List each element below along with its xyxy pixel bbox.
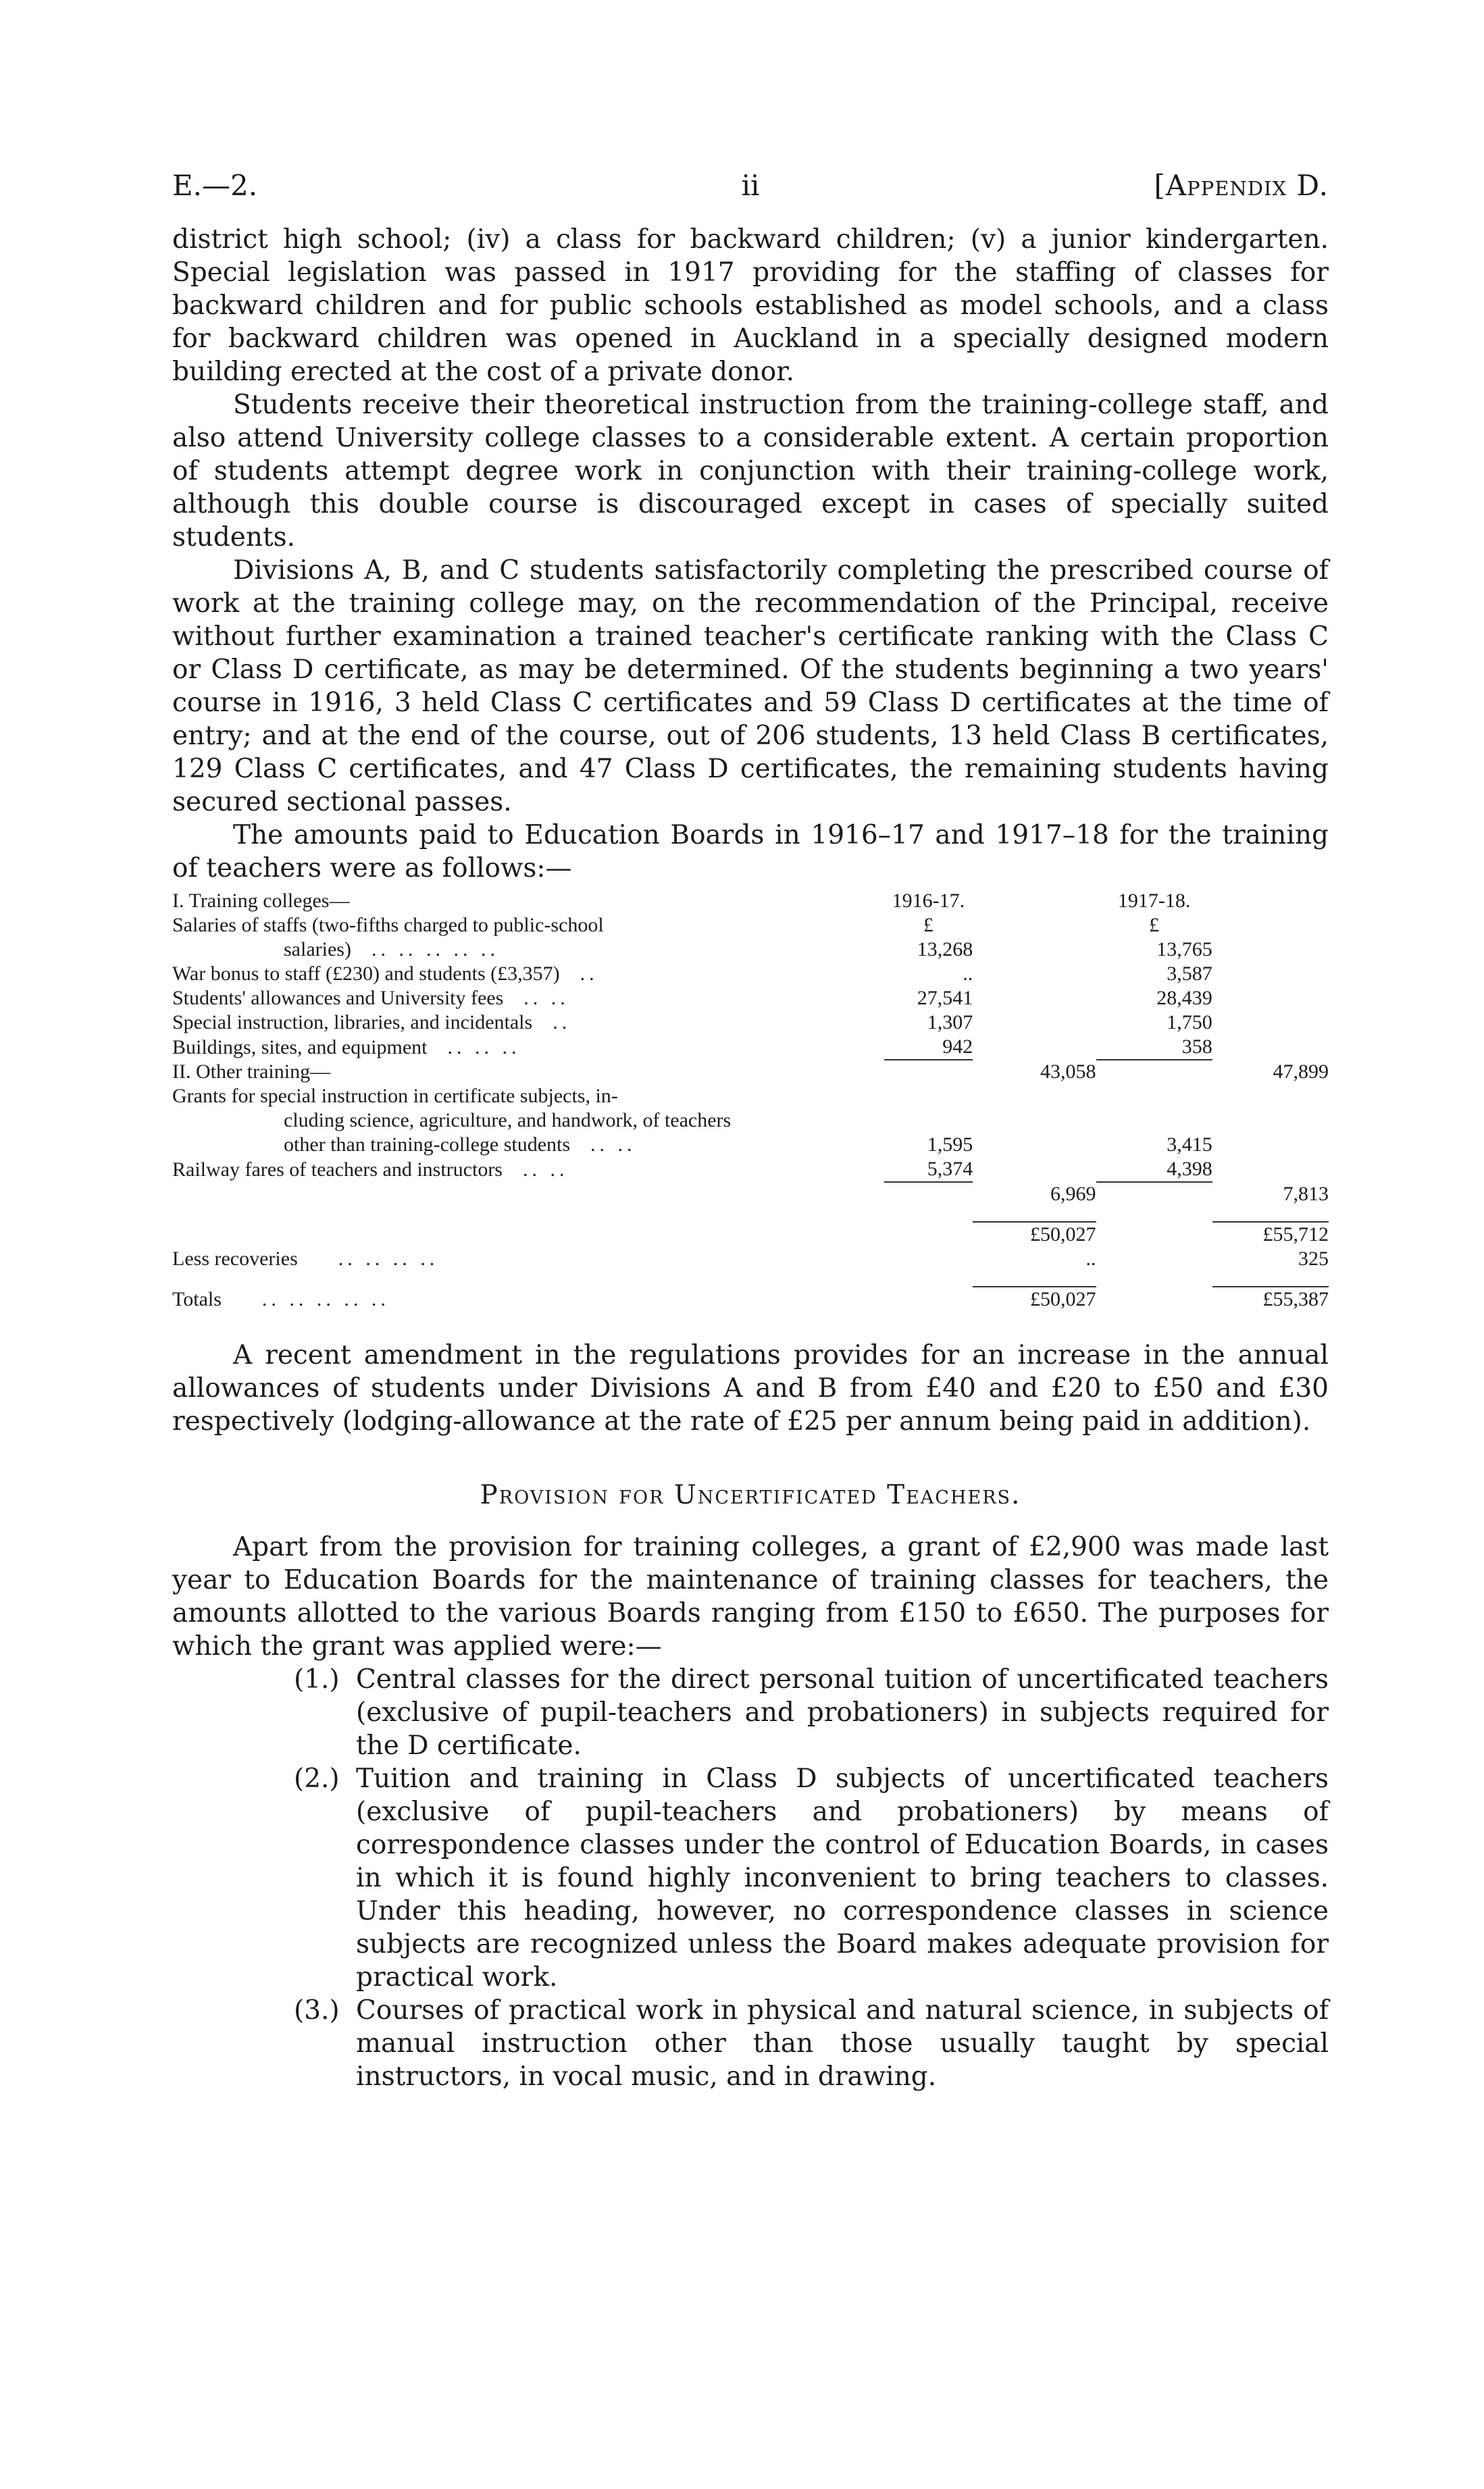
section-1-total-1917: 47,899	[1273, 1060, 1329, 1083]
special-instruction-1916: 1,307	[927, 1011, 973, 1033]
grants-label-line2: cluding science, agriculture, and handwork, of teachers	[284, 1109, 732, 1131]
war-bonus-1916: ..	[963, 963, 973, 985]
purposes-list	[172, 1663, 1329, 2093]
table-row	[172, 1247, 1329, 1271]
less-recoveries-1917: 325	[1298, 1248, 1329, 1270]
railway-fares-label: Railway fares of teachers and instructors .. ..	[172, 1158, 569, 1181]
railway-fares-1916: 5,374	[927, 1158, 973, 1180]
table-row	[172, 1108, 1329, 1133]
grants-label-line3: other than training-college students .. ..	[284, 1133, 636, 1156]
table-header-row	[172, 889, 1329, 913]
currency-1917: £	[1149, 914, 1160, 936]
grants-1916: 1,595	[927, 1133, 973, 1156]
table-row	[172, 1084, 1329, 1108]
section-2-total-1917: 7,813	[1283, 1183, 1329, 1205]
list-item: (3.) Courses of practical work in physical and natural science, in subjects of manual instruction other than those usually taught by special instructors, in vocal music, and in drawing.	[294, 1995, 1329, 2092]
table-row	[172, 1060, 1329, 1084]
grants-1917: 3,415	[1167, 1133, 1212, 1156]
railway-fares-1917: 4,398	[1167, 1158, 1212, 1180]
students-allowances-label: Students' allowances and University fees .. ..	[172, 987, 569, 1009]
table-row	[172, 1157, 1329, 1182]
table-row	[172, 1035, 1329, 1060]
paragraph-3: Divisions A, B, and C students satisfactorily completing the prescribed course of work at the training college may, on the recommendation of the Principal, receive without further examination a trained teacher's certificate ranking with the Class C or Class D certificate, as may be determined. Of the students beginning a two years' course in 1916, 3 held Class C certificates and 59 Class D certificates at the time of entry; and at the end of the course, out of 206 students, 13 held Class B certificates, 129 Class C certificates, and 47 Class D certificates, the remaining students having secured sectional passes.	[172, 555, 1329, 817]
grand-total-1916: £50,027	[973, 1222, 1096, 1247]
table-row	[172, 1287, 1329, 1312]
table-row	[172, 913, 1329, 938]
special-instruction-label: Special instruction, libraries, and incidentals ..	[172, 1011, 571, 1033]
students-allowances-1917: 28,439	[1156, 987, 1212, 1009]
currency-1916: £	[923, 914, 933, 936]
table-row	[172, 1182, 1329, 1206]
war-bonus-label: War bonus to staff (£230) and students (£3,357) ..	[172, 963, 598, 985]
report-code: E.—2.	[172, 169, 258, 202]
buildings-label: Buildings, sites, and equipment .. .. ..	[172, 1036, 521, 1058]
totals-1916: £50,027	[973, 1287, 1096, 1312]
grand-total-1917: £55,712	[1212, 1222, 1329, 1247]
table-row	[172, 962, 1329, 986]
list-item: (1.) Central classes for the direct personal tuition of uncertificated teachers (exclusive of pupil-teachers and probationers) in subjects required for the D certificate.	[294, 1664, 1329, 1761]
table-row	[172, 1133, 1329, 1157]
table-row	[172, 1010, 1329, 1035]
special-instruction-1917: 1,750	[1167, 1011, 1212, 1033]
salaries-1916: 13,268	[917, 938, 973, 960]
section-2-heading: II. Other training—	[172, 1060, 331, 1083]
paragraph-5: A recent amendment in the regulations provides for an increase in the annual allowances of students under Divisions A and B from £40 and £20 to £50 and £30 respectively (lodging-allowance at the rate of £25 per annum being paid in addition).	[172, 1340, 1329, 1437]
section-2-total-1916: 6,969	[1050, 1183, 1096, 1205]
page-header	[172, 169, 1329, 223]
body-text-final	[172, 1531, 1329, 1663]
table-row	[172, 986, 1329, 1010]
page-number: ii	[741, 169, 760, 202]
section-1-heading: I. Training colleges—	[172, 890, 350, 912]
students-allowances-1916: 27,541	[917, 987, 973, 1009]
section-title: Provision for Uncertificated Teachers.	[480, 1480, 1021, 1510]
paragraph-1: district high school; (iv) a class for backward children; (v) a junior kindergarten. Special legislation was passed in 1917 providing for the staffing of classes for backward children and for public schools established as model schools, and a class for backward children was opened in Auckland in a specially designed modern building erected at the cost of a private donor.	[172, 224, 1329, 387]
salaries-label-line1: Salaries of staffs (two-fifths charged to public-school	[172, 914, 604, 936]
buildings-1916: 942	[942, 1035, 973, 1058]
appendix-label: [Appendix D.	[1154, 169, 1329, 202]
table-row	[172, 1222, 1329, 1247]
grants-label-line1: Grants for special instruction in certificate subjects, in-	[172, 1085, 618, 1107]
paragraph-2: Students receive their theoretical instruction from the training-college staff, and also attend University college classes to a considerable extent. A certain proportion of students attempt degree work in conjunction with their training-college work, although this double course is discouraged except in cases of specially suited students.	[172, 390, 1329, 553]
salaries-1917: 13,765	[1156, 938, 1212, 960]
list-item: (2.) Tuition and training in Class D subjects of uncertificated teachers (exclusive of pupil-teachers and probationers) by means of correspondence classes under the control of Education Boards, in cases in which it is found highly inconvenient to bring teachers to classes. Under this heading, however, no correspondence classes in science subjects are recognized unless the Board makes adequate provision for practical work.	[294, 1764, 1329, 1993]
less-recoveries-1916: ..	[1085, 1248, 1096, 1270]
table-row	[172, 938, 1329, 962]
body-text-lower	[172, 1339, 1329, 1438]
training-expenditure-table	[172, 889, 1329, 1312]
buildings-1917: 358	[1181, 1035, 1212, 1058]
column-1917-header: 1917-18.	[1117, 890, 1191, 912]
paragraph-4: The amounts paid to Education Boards in 1916–17 and 1917–18 for the training of teachers were as follows:—	[172, 820, 1329, 883]
less-recoveries-label: Less recoveries .. .. .. ..	[172, 1248, 439, 1270]
totals-label: Totals .. .. .. .. ..	[172, 1288, 390, 1310]
war-bonus-1917: 3,587	[1167, 963, 1212, 985]
body-text	[172, 223, 1329, 885]
totals-1917: £55,387	[1212, 1287, 1329, 1312]
column-1916-header: 1916-17.	[892, 890, 965, 912]
salaries-label-line2: salaries) .. .. .. .. ..	[284, 938, 499, 960]
paragraph-6: Apart from the provision for training colleges, a grant of £2,900 was made last year to Education Boards for the maintenance of training classes for teachers, the amounts allotted to the various Boards ranging from £150 to £650. The purposes for which the grant was applied were:—	[172, 1532, 1329, 1662]
section-1-total-1916: 43,058	[1040, 1060, 1096, 1083]
